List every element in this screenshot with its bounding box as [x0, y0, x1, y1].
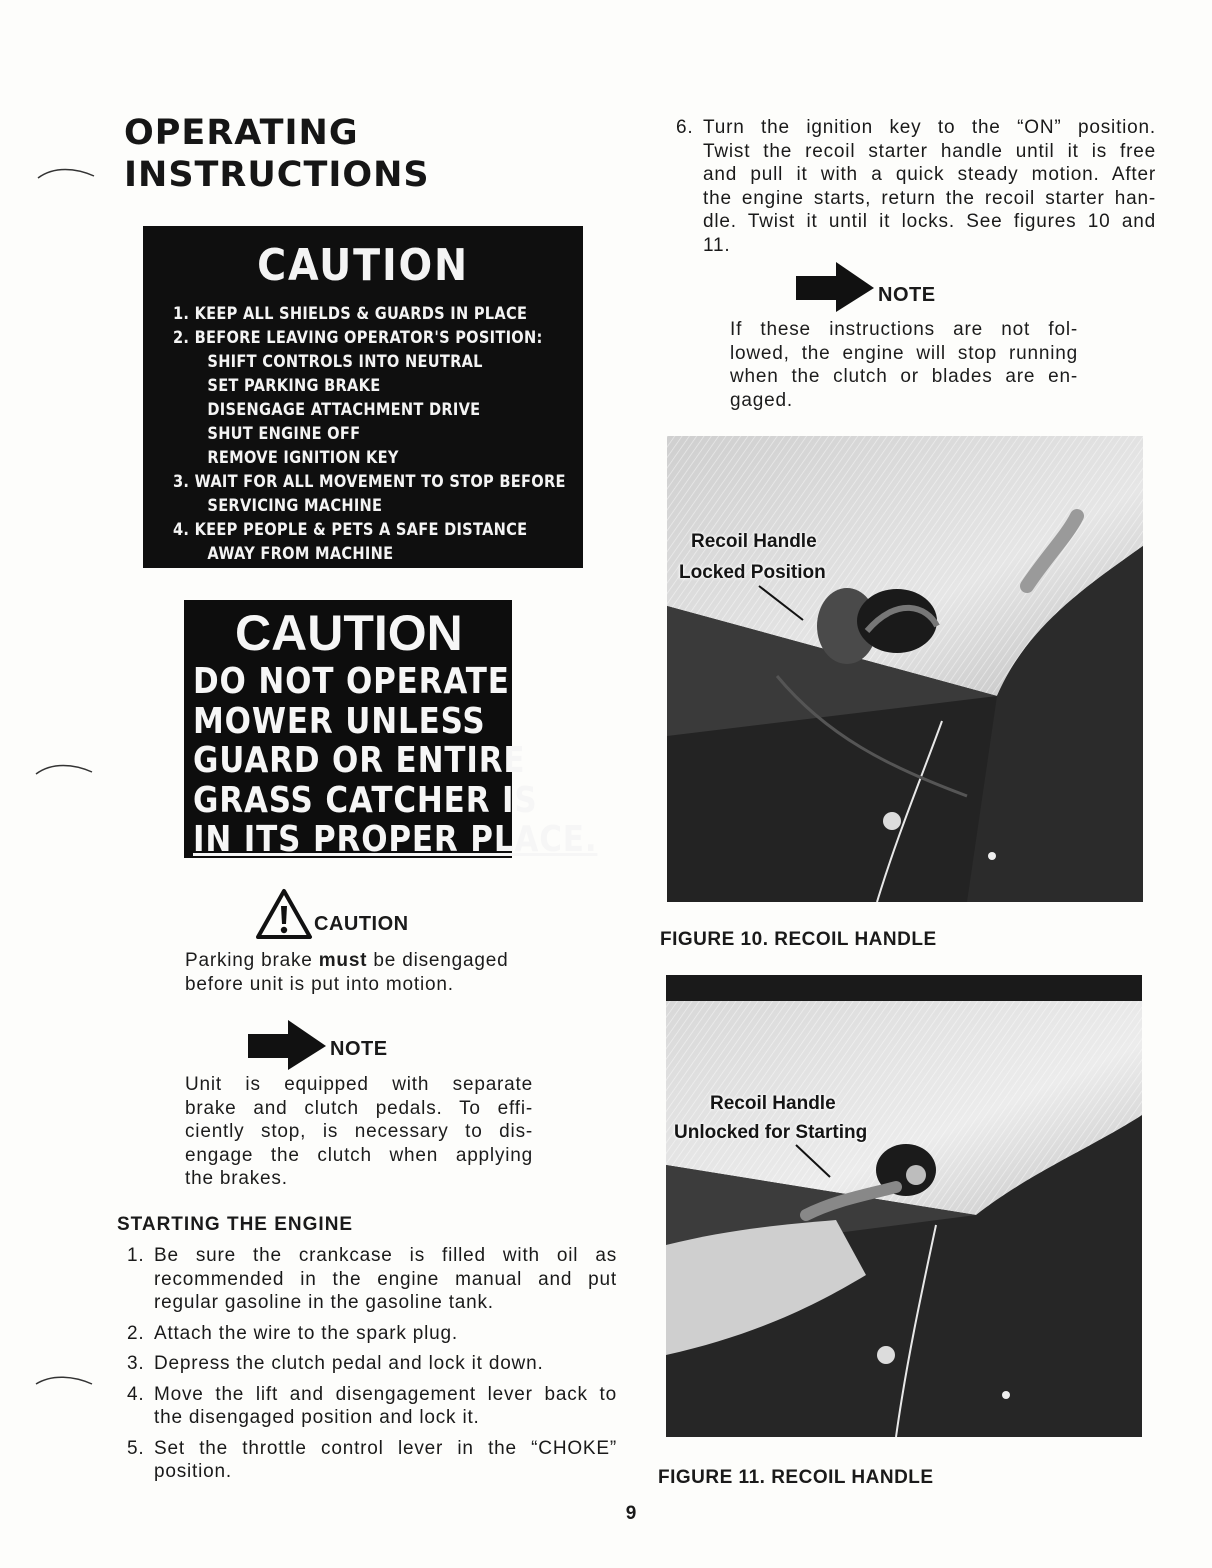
caution-decal-item: REMOVE IGNITION KEY [207, 448, 399, 468]
step-text-line: the disengaged position and lock it. [154, 1407, 480, 1428]
step-number: 6. [676, 117, 694, 138]
step-number: 3. [127, 1353, 145, 1374]
margin-mark [34, 752, 94, 782]
caution-decal-item-list [173, 302, 583, 566]
caution-decal-item: DISENGAGE ATTACHMENT DRIVE [207, 400, 481, 420]
note-text-line: lowed, the engine will stop running [730, 342, 1078, 364]
caution-decal-line: IN ITS PROPER PLACE. [193, 819, 598, 860]
note-text [185, 1073, 533, 1191]
caution-decal-item: 3. WAIT FOR ALL MOVEMENT TO STOP BEFORE [173, 472, 566, 492]
step-text-line: Be sure the crankcase is filled with oil as [154, 1245, 617, 1266]
figure-11-photo [666, 975, 1142, 1437]
step-text-line: dle. Twist it until it locks. See figures 10 and [703, 211, 1156, 232]
step-text-line: Depress the clutch pedal and lock it down. [154, 1353, 544, 1374]
figure-11-caption: FIGURE 11. RECOIL HANDLE [658, 1467, 934, 1488]
step-text-line: Attach the wire to the spark plug. [154, 1322, 458, 1344]
caution-notice-text-before: Parking brake [185, 950, 319, 971]
step-text-line: recommended in the engine manual and put [154, 1268, 617, 1290]
caution-decal-grass-catcher [184, 600, 598, 860]
recoil-handle-locked-photo [667, 436, 1143, 902]
page-title [124, 112, 430, 196]
step-text-line: position. [154, 1461, 232, 1482]
caution-decal-item: SERVICING MACHINE [207, 496, 383, 516]
caution-decal-line: MOWER UNLESS [193, 700, 486, 742]
step-text-line: 11. [703, 234, 731, 256]
margin-mark [36, 156, 96, 186]
warning-triangle-icon [255, 888, 313, 940]
note-text-line: gaged. [730, 389, 793, 411]
step-text-line: the engine starts, return the recoil starter han- [703, 187, 1156, 209]
step-text-line: and pull it with a quick steady motion. After [703, 164, 1156, 185]
note-text-line: Unit is equipped with separate [185, 1074, 533, 1095]
caution-decal-line: GUARD OR ENTIRE [193, 740, 526, 781]
list-item [117, 1322, 617, 1346]
section-heading-starting-engine: STARTING THE ENGINE [117, 1214, 354, 1235]
figure-10-caption: FIGURE 10. RECOIL HANDLE [660, 929, 937, 950]
caution-decal-heading: CAUTION [235, 605, 463, 661]
step-number: 5. [127, 1437, 145, 1459]
caution-decal-item: AWAY FROM MACHINE [207, 544, 394, 564]
note-heading: NOTE [878, 284, 936, 306]
list-item [117, 1352, 617, 1376]
note-text-line: the brakes. [185, 1168, 288, 1189]
caution-decal-item: 4. KEEP PEOPLE & PETS A SAFE DISTANCE [173, 520, 528, 540]
caution-notice-line: before unit is put into motion. [185, 973, 454, 995]
figure-11-label-line-1: Recoil Handle [710, 1093, 836, 1114]
step-text-line: Move the lift and disengagement lever back to [154, 1383, 617, 1405]
note-text-line: ciently stop, is necessary to dis- [185, 1121, 533, 1142]
caution-decal-line: GRASS CATCHER IS [193, 779, 538, 821]
caution-decal-heading: CAUTION [257, 240, 469, 291]
list-item [117, 1437, 617, 1484]
caution-decal-text [193, 661, 598, 860]
starting-steps-list [117, 1244, 617, 1491]
figure-11-label-line-2: Unlocked for Starting [674, 1122, 868, 1143]
note-heading: NOTE [330, 1038, 388, 1060]
pointer-line [794, 1143, 844, 1183]
note-text-line: brake and clutch pedals. To effi- [185, 1097, 533, 1119]
figure-10-label-line-2: Locked Position [679, 562, 826, 583]
caution-decal-item: SHUT ENGINE OFF [207, 424, 361, 444]
step-number: 1. [127, 1245, 145, 1266]
caution-decal-item: SET PARKING BRAKE [207, 376, 381, 396]
figure-10-label-line-1: Recoil Handle [691, 531, 817, 552]
list-item [117, 1383, 617, 1430]
note-arrow-icon [248, 1018, 328, 1070]
pointer-line [757, 584, 817, 624]
caution-decal-item: SHIFT CONTROLS INTO NEUTRAL [207, 352, 483, 372]
step-text-line: Set the throttle control lever in the “CHOKE” [154, 1437, 617, 1459]
caution-decal-safety-rules [143, 226, 583, 568]
note-text-line: engage the clutch when applying [185, 1144, 533, 1166]
starting-step-6 [666, 116, 1156, 257]
title-line-2: INSTRUCTIONS [124, 155, 430, 195]
note-text-line: when the clutch or blades are en- [730, 366, 1078, 387]
list-item [117, 1244, 617, 1315]
step-text [703, 116, 1156, 257]
caution-decal-item: 2. BEFORE LEAVING OPERATOR'S POSITION: [173, 328, 543, 348]
step-text-line: Twist the recoil starter handle until it is free [703, 140, 1156, 162]
caution-notice-text [185, 949, 545, 996]
emphasis-word: must [318, 950, 368, 971]
step-number: 4. [127, 1383, 145, 1405]
note-text-line: If these instructions are not fol- [730, 319, 1078, 340]
title-line-1: OPERATING [124, 113, 359, 153]
margin-mark [34, 1366, 94, 1396]
step-text-line: Turn the ignition key to the “ON” position. [703, 117, 1156, 138]
caution-decal-item: 1. KEEP ALL SHIELDS & GUARDS IN PLACE [173, 304, 528, 324]
step-text-line: regular gasoline in the gasoline tank. [154, 1292, 494, 1313]
caution-notice-text-after: be disengaged [367, 950, 509, 971]
caution-decal-line: DO NOT OPERATE [193, 661, 510, 702]
page-number: 9 [625, 1503, 637, 1524]
recoil-handle-unlocked-photo [666, 975, 1142, 1437]
caution-notice-line [185, 949, 545, 973]
step-number: 2. [127, 1322, 145, 1344]
caution-notice-heading: CAUTION [314, 913, 409, 935]
list-item [666, 116, 1156, 257]
note-arrow-icon [796, 260, 876, 312]
figure-10-photo [667, 436, 1143, 902]
note-text [730, 318, 1078, 412]
